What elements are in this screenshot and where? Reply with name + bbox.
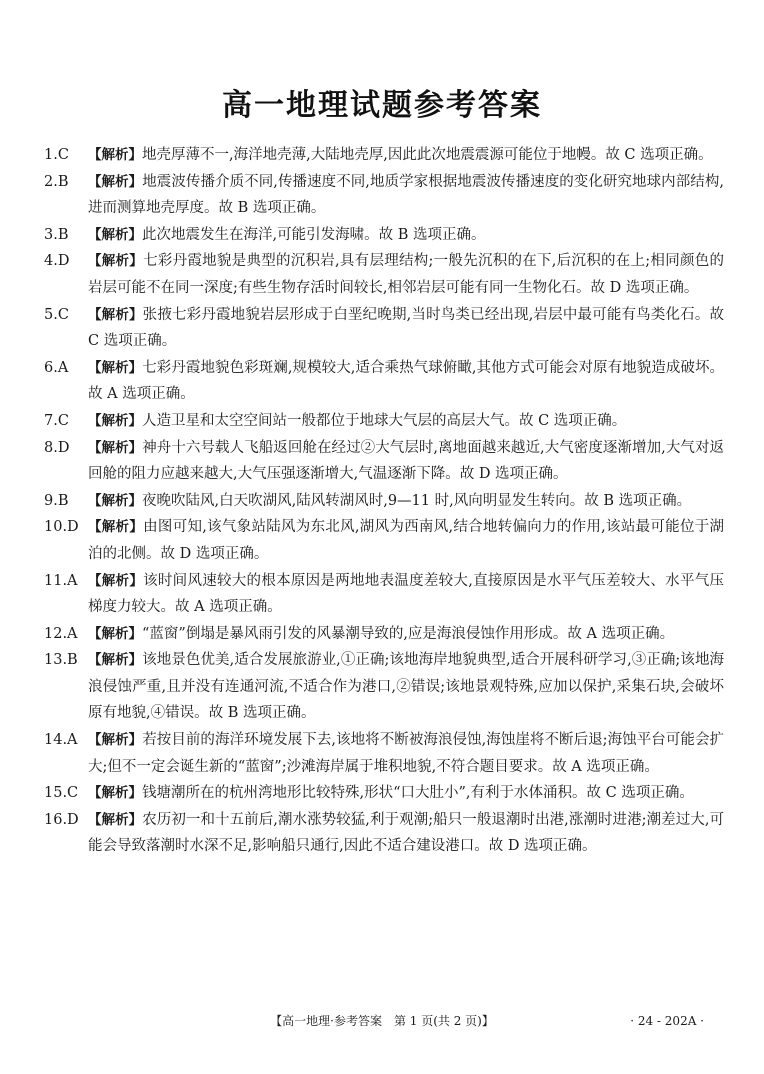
answer-item <box>44 568 724 621</box>
answer-item <box>44 727 724 780</box>
analysis-tag: 【解析】 <box>88 147 142 163</box>
analysis-tag: 【解析】 <box>88 811 143 828</box>
footer-page-info: 【高一地理·参考答案 第 1 页(共 2 页)】 <box>270 1014 494 1028</box>
analysis-tag: 【解析】 <box>88 226 142 243</box>
answer-number: 4.D <box>44 253 70 270</box>
answer-number: 15.C <box>44 785 79 802</box>
answer-number: 13.B <box>44 652 78 669</box>
analysis-tag: 【解析】 <box>88 652 143 669</box>
answer-item <box>44 222 724 249</box>
answer-explanation <box>88 568 724 621</box>
answer-item <box>44 435 724 488</box>
explanation-text: 农历初一和十五前后,潮水涨势较猛,利于观潮;船只一般退潮时出港,涨潮时进港;潮差过大,可能会导致落潮时水深不足,影响船只通行,因此不适合建设港口。故 D 选项正确。 <box>88 811 724 855</box>
analysis-tag: 【解析】 <box>88 625 142 642</box>
explanation-text: 钱塘潮所在的杭州湾地形比较特殊,形状“口大肚小”,有利于水体涌积。故 C 选项正确。 <box>142 785 694 802</box>
explanation-text: 此次地震发生在海洋,可能引发海啸。故 B 选项正确。 <box>142 226 486 243</box>
analysis-tag: 【解析】 <box>88 732 143 749</box>
answer-item <box>44 408 724 435</box>
answer-explanation <box>88 408 724 435</box>
answer-number: 12.A <box>44 625 78 642</box>
explanation-text: 张掖七彩丹霞地貌岩层形成于白垩纪晚期,当时鸟类已经出现,岩层中最可能有鸟类化石。故 C 选项正确。 <box>88 306 725 350</box>
page-footer <box>0 1011 764 1031</box>
analysis-tag: 【解析】 <box>88 439 143 456</box>
answer-explanation <box>88 355 724 408</box>
answer-list <box>44 142 724 860</box>
answer-explanation <box>88 169 724 222</box>
answer-item <box>44 621 724 648</box>
explanation-text: 若按目前的海洋环境发展下去,该地将不断被海浪侵蚀,海蚀崖将不断后退;海蚀平台可能会扩大;但不一定会诞生新的“蓝窗”;沙滩海岸属于堆积地貌,不符合题目要求。故 A 选项正确。 <box>88 732 724 775</box>
answer-explanation <box>88 780 724 807</box>
answer-item <box>44 302 724 355</box>
analysis-tag: 【解析】 <box>88 519 144 536</box>
answer-item <box>44 514 724 567</box>
answer-item <box>44 248 724 301</box>
answer-number: 7.C <box>44 412 69 429</box>
explanation-text: 七彩丹霞地貌色彩斑斓,规模较大,适合乘热气球俯瞰,其他方式可能会对原有地貌造成破坏。故 A 选项正确。 <box>88 359 725 403</box>
answer-number: 16.D <box>44 811 79 828</box>
analysis-tag: 【解析】 <box>88 412 142 429</box>
explanation-text: 地壳厚薄不一,海洋地壳薄,大陆地壳厚,因此此次地震震源可能位于地幔。故 C 选项正确。 <box>142 147 713 163</box>
answer-item <box>44 142 724 169</box>
answer-explanation <box>88 142 724 169</box>
analysis-tag: 【解析】 <box>88 306 143 323</box>
explanation-text: 该时间风速较大的根本原因是两地地表温度差较大,直接原因是水平气压差较大、水平气压梯度力较大。故 A 选项正确。 <box>88 572 724 616</box>
answer-explanation <box>88 222 724 249</box>
answer-number: 9.B <box>44 492 69 509</box>
explanation-text: 神舟十六号载人飞船返回舱在经过②大气层时,离地面越来越近,大气密度逐渐增加,大气对返回舱的阻力应越来越大,大气压强逐渐增大,气温逐渐下降。故 D 选项正确。 <box>88 439 725 483</box>
answer-explanation <box>88 302 724 355</box>
analysis-tag: 【解析】 <box>88 785 142 802</box>
explanation-text: 地震波传播介质不同,传播速度不同,地质学家根据地震波传播速度的变化研究地球内部结构,进而测算地壳厚度。故 B 选项正确。 <box>88 173 725 217</box>
answer-number: 2.B <box>44 173 69 190</box>
analysis-tag: 【解析】 <box>88 359 143 376</box>
answer-number: 10.D <box>44 519 79 536</box>
answer-number: 6.A <box>44 359 69 376</box>
answer-number: 8.D <box>44 439 70 456</box>
answer-number: 5.C <box>44 306 69 323</box>
explanation-text: 夜晚吹陆风,白天吹湖风,陆风转湖风时,9—11 时,风向明显发生转向。故 B 选项正确。 <box>142 492 692 509</box>
answer-explanation <box>88 435 724 488</box>
answer-item <box>44 169 724 222</box>
answer-number: 11.A <box>44 572 78 589</box>
answer-explanation <box>88 727 724 780</box>
explanation-text: 人造卫星和太空空间站一般都位于地球大气层的高层大气。故 C 选项正确。 <box>142 412 627 429</box>
answer-number: 1.C <box>44 147 69 163</box>
answer-number: 3.B <box>44 226 69 243</box>
explanation-text: 由图可知,该气象站陆风为东北风,湖风为西南风,结合地转偏向力的作用,该站最可能位于湖泊的北侧。故 D 选项正确。 <box>88 519 725 562</box>
answer-number: 14.A <box>44 732 78 749</box>
answer-explanation <box>88 248 724 301</box>
explanation-text: 该地景色优美,适合发展旅游业,①正确;该地海岸地貌典型,适合开展科研学习,③正确;该地海浪侵蚀严重,且并没有连通河流,不适合作为港口,②错误;该地景观特殊,应加以保护,采集石块,会破坏原有地貌,④错误。故 B 选项正确。 <box>88 652 724 722</box>
analysis-tag: 【解析】 <box>88 173 143 190</box>
analysis-tag: 【解析】 <box>88 572 144 589</box>
answer-explanation <box>88 488 724 515</box>
analysis-tag: 【解析】 <box>88 253 144 270</box>
answer-explanation <box>88 621 724 648</box>
answer-item <box>44 647 724 727</box>
answer-explanation <box>88 514 724 567</box>
explanation-text: 七彩丹霞地貌是典型的沉积岩,具有层理结构;一般先沉积的在下,后沉积的在上;相同颜色的岩层可能不在同一深度;有些生物存活时间较长,相邻岩层可能有同一生物化石。故 D 选项正确。 <box>88 253 724 296</box>
page-title: 高一地理试题参考答案 <box>222 88 542 123</box>
answer-item <box>44 807 724 860</box>
answer-item <box>44 488 724 515</box>
answer-explanation <box>88 647 724 727</box>
answer-explanation <box>88 807 724 860</box>
footer-code: · 24 - 202A · <box>630 1014 704 1028</box>
analysis-tag: 【解析】 <box>88 492 142 509</box>
answer-item <box>44 780 724 807</box>
explanation-text: “蓝窗”倒塌是暴风雨引发的风暴潮导致的,应是海浪侵蚀作用形成。故 A 选项正确。 <box>142 625 675 642</box>
answer-item <box>44 355 724 408</box>
